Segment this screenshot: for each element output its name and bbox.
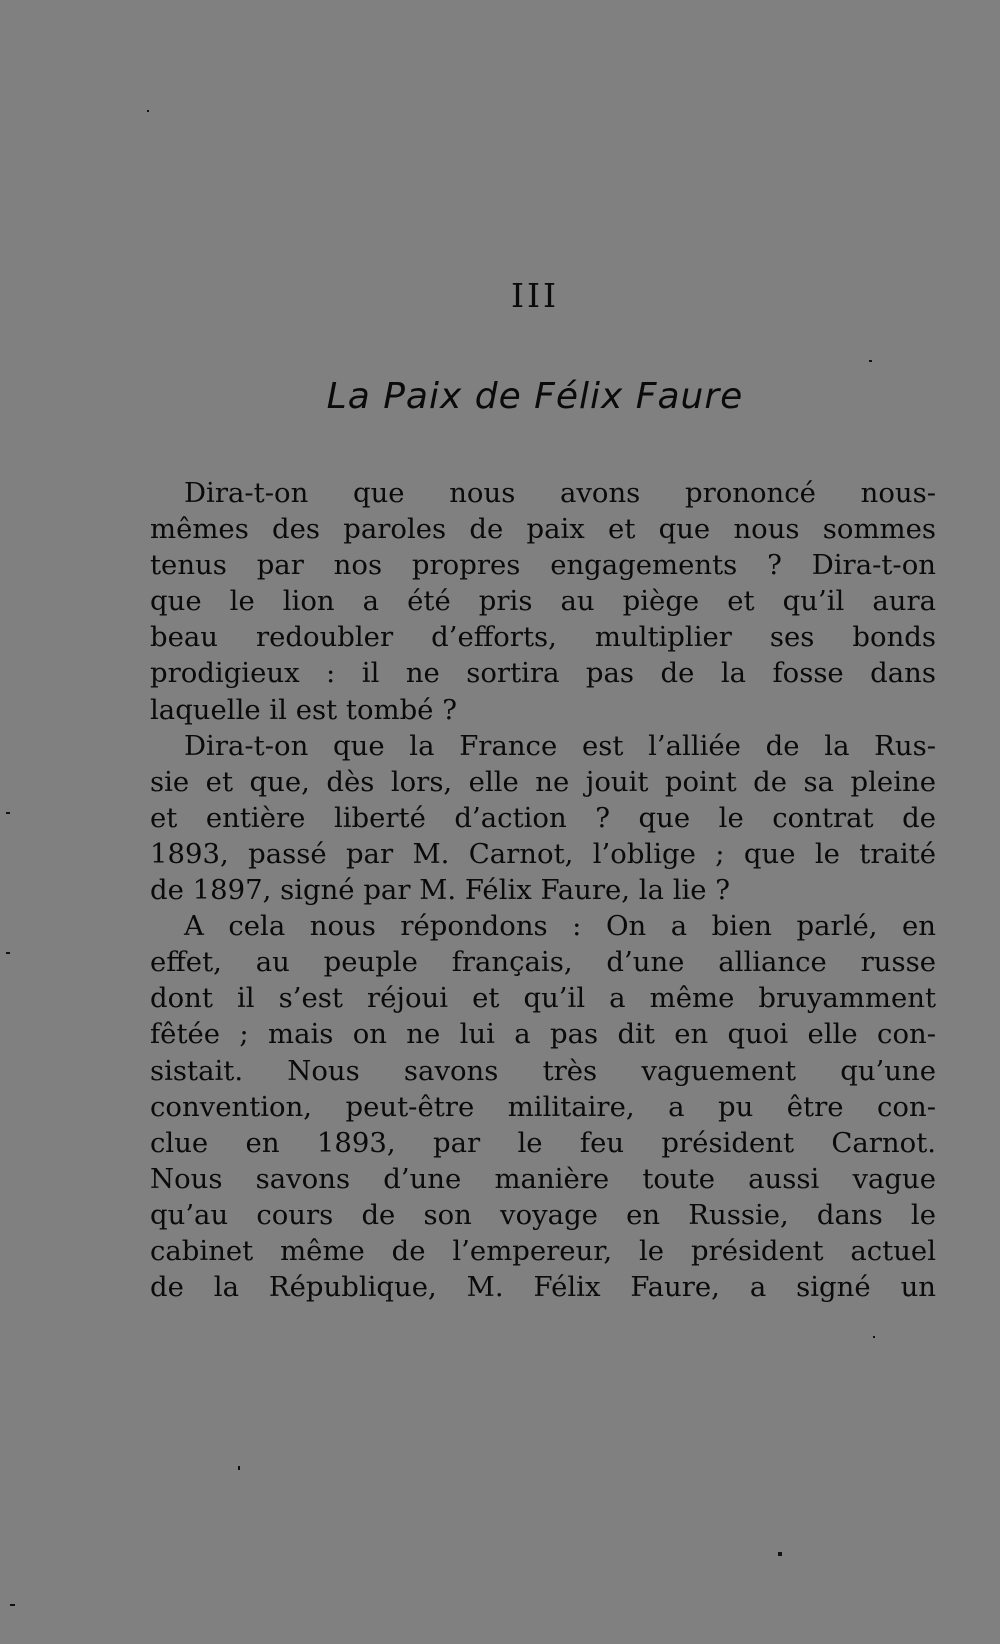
text-line: tenus par nos propres engagements ? Dira-t-on — [150, 549, 936, 582]
text-line: de la République, M. Félix Faure, a signé un — [150, 1271, 936, 1304]
text-line: sie et que, dès lors, elle ne jouit point de sa pleine — [150, 765, 936, 798]
scan-speck — [238, 1466, 240, 1470]
text-line: que le lion a été pris au piège et qu’il aura — [150, 585, 936, 618]
text-line: laquelle il est tombé ? — [150, 693, 457, 726]
scan-speck — [10, 1604, 15, 1606]
text-line: effet, au peuple français, d’une alliance russe — [150, 946, 936, 979]
scan-speck — [778, 1552, 782, 1556]
text-line: beau redoubler d’efforts, multiplier ses bonds — [150, 621, 936, 654]
text-line: mêmes des paroles de paix et que nous sommes — [150, 513, 936, 546]
text-line: dont il s’est réjoui et qu’il a même bruyamment — [150, 982, 936, 1015]
text-line: convention, peut-être militaire, a pu être con- — [150, 1090, 936, 1123]
text-line: fêtée ; mais on ne lui a pas dit en quoi elle con- — [150, 1018, 936, 1051]
chapter-number: III — [510, 276, 560, 315]
text-line: et entière liberté d’action ? que le contrat de — [150, 801, 936, 834]
text-line: clue en 1893, par le feu président Carnot. — [150, 1126, 936, 1159]
scan-speck — [6, 952, 10, 954]
text-line: Dira-t-on que nous avons prononcé nous- — [184, 477, 936, 509]
text-line: sistait. Nous savons très vaguement qu’une — [150, 1054, 936, 1087]
body-text — [150, 475, 936, 1305]
chapter-title: La Paix de Félix Faure — [326, 376, 744, 417]
scan-speck — [873, 1336, 875, 1338]
text-line: Dira-t-on que la France est l’alliée de la Rus- — [184, 729, 936, 762]
text-line: de 1897, signé par M. Félix Faure, la lie ? — [150, 874, 731, 907]
scan-speck — [147, 110, 149, 112]
text-line: A cela nous répondons : On a bien parlé, en — [184, 910, 936, 943]
scan-speck — [869, 360, 872, 362]
text-line: cabinet même de l’empereur, le président actuel — [150, 1234, 936, 1267]
text-line: 1893, passé par M. Carnot, l’oblige ; que le traité — [150, 837, 936, 870]
text-line: prodigieux : il ne sortira pas de la fosse dans — [150, 657, 936, 690]
text-line: qu’au cours de son voyage en Russie, dans le — [150, 1198, 936, 1231]
text-line: Nous savons d’une manière toute aussi vague — [150, 1162, 936, 1195]
scan-speck — [6, 812, 10, 814]
